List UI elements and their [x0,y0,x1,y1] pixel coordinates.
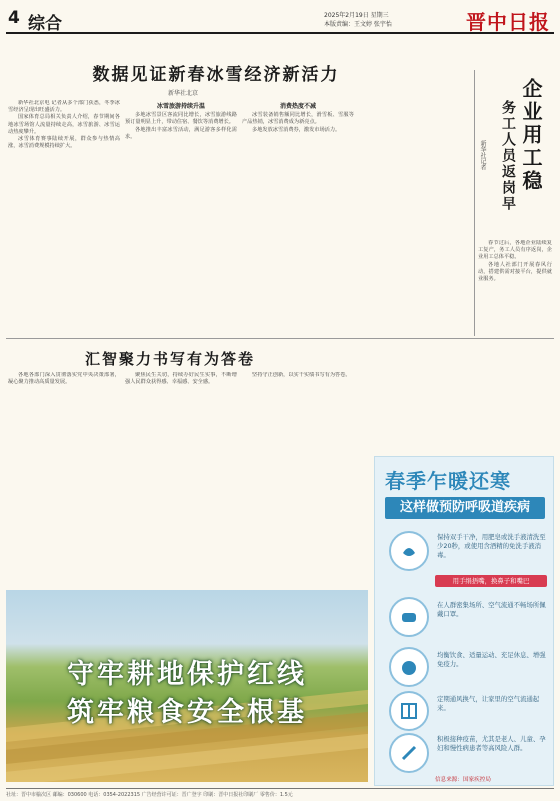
story2-paragraph: 坚持守正创新，以实干实绩书写有为答卷。 [252,372,351,378]
masthead-logo: 晋中日报 [466,10,550,34]
farm-headline-line1: 守牢耕地保护红线 [67,659,307,690]
lead-paragraph: 新华社北京电 记者从多个部门获悉，冬季冰雪经济呈现出旺盛活力。 [8,100,120,114]
health-tip-bar: 用手绢捂嘴，换鼻子和嘴巴 [435,575,547,587]
lead-paragraph: 各地推出丰富冰雪活动，满足游客多样化需求。 [125,126,237,140]
page-header [6,6,554,34]
mask-icon [389,597,429,637]
page-number: 4 [8,8,20,28]
health-infographic [374,456,554,786]
lead-byline: 新华社北京 [168,90,199,97]
health-tip: 在人群密集场所、空气流通不畅场所佩戴口罩。 [437,601,546,618]
side-byline: 新华社记者 [479,140,486,170]
health-subtitle: 这样做预防呼吸道疾病 [385,497,545,519]
story2-column-2 [125,372,237,584]
lead-paragraph: 多地发放冰雪消费券，激发市场活力。 [252,126,341,133]
date-line: 2025年2月19日 星期三 [324,12,389,19]
lead-column-3 [242,100,354,330]
side-body [478,240,552,332]
health-tip: 均衡饮食、适量运动、充足休息、增强免疫力。 [437,651,546,668]
lead-subhead: 冰雪旅游持续升温 [156,103,205,110]
section-title: 综合 [28,14,62,34]
lead-paragraph: 冰雪装备销售额同比增长，滑雪板、雪服等产品热销，冰雪消费成为新亮点。 [242,112,354,126]
story2-column-3 [242,372,368,584]
column-divider [474,70,475,336]
health-tip: 积极接种疫苗，尤其是老人、儿童、孕妇和慢性病患者等高风险人群。 [437,735,546,752]
lead-column-1 [8,100,120,330]
story2-paragraph: 各地各部门深入贯彻落实党中央决策部署，凝心聚力推动高质量发展。 [8,372,120,386]
side-paragraph: 各地人社部门开展春风行动，搭建供需对接平台，提供就业服务。 [478,261,552,283]
window-icon [389,691,429,731]
lead-paragraph: 多地冰雪景区客流同比增长，冰雪旅游线路预订量明显上升，带动住宿、餐饮等消费增长。 [125,112,237,126]
health-tip: 保持双手干净，用肥皂或洗手液清洗至少20秒，或使用含酒精的免洗手液消毒。 [437,533,546,559]
lead-paragraph: 冰雪体育赛事陆续开展，群众参与热情高涨，冰雪消费规模持续扩大。 [8,136,120,150]
lead-headline: 数据见证新春冰雪经济新活力 [92,65,340,85]
side-continued-column [374,344,554,450]
editor-line: 本版责编：王文婷 张宇怡 [324,21,392,28]
side-paragraph: 春节过后，各地企业陆续复工复产，务工人员有序返岗，企业用工总体平稳。 [478,240,552,261]
page-footer: 社址：晋中市榆次区 邮编：030600 电话：0354-2022315 广告经营许可证：晋广登字 印刷：晋中日报社印刷厂 零售价：1.5元 [6,788,554,798]
story2-paragraph: 聚焦民生关切，持续办好民生实事，不断增强人民群众获得感、幸福感、安全感。 [125,372,237,386]
lead-column-4 [359,100,471,330]
farm-headline-line2: 筑牢粮食安全根基 [67,697,307,728]
handwash-icon [389,531,429,571]
food-icon [389,647,429,687]
lead-subhead: 消费热度不减 [279,103,316,110]
side-headline-line2: 务工人员返岗早 [500,100,516,212]
lead-column-2 [125,100,237,330]
story2-headline: 汇智聚力书写有为答卷 [84,350,255,368]
farmland-photo [6,590,368,782]
health-title: 春季乍暖还寒 [385,469,511,493]
side-headline [478,78,548,238]
health-source: 信息来源：国家疾控局 [435,777,491,783]
section-divider [6,338,554,339]
side-headline-line1: 企业用工稳 [519,78,543,193]
story2-column-1 [8,372,120,584]
vaccine-icon [389,733,429,773]
lead-paragraph: 国家体育总局相关负责人介绍，春节期间各地冰雪场馆人流量持续走高，冰雪旅游、冰雪运动热度攀升。 [8,114,120,135]
health-tip: 定期通风换气，让家里的空气流通起来。 [437,695,540,712]
